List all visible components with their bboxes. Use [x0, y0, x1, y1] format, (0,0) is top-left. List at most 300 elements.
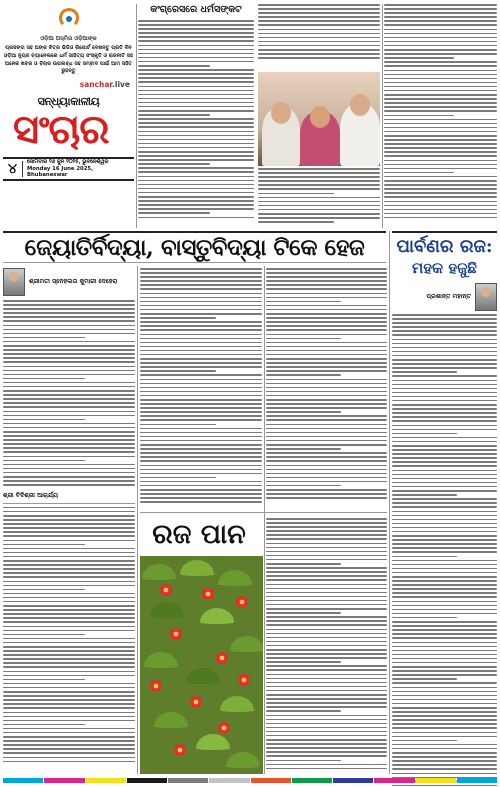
- text-line: [266, 493, 387, 495]
- text-line: [3, 638, 135, 640]
- text-line: [384, 196, 497, 198]
- text-line: [138, 135, 254, 137]
- text-line: [140, 485, 262, 487]
- text-line: [138, 192, 254, 194]
- text-line: [392, 396, 497, 398]
- website-link[interactable]: [3, 80, 134, 89]
- text-line: [392, 355, 497, 357]
- text-line: [266, 366, 387, 368]
- text-line: [266, 444, 387, 446]
- top-article: [138, 4, 497, 230]
- text-line: [3, 732, 135, 734]
- text-line: [266, 280, 387, 282]
- text-line: [266, 489, 387, 491]
- text-line: [384, 184, 497, 186]
- text-line: [258, 16, 380, 18]
- text-line: [392, 601, 497, 603]
- text-line: [384, 41, 497, 43]
- text-line: [266, 350, 387, 352]
- text-line: [138, 65, 210, 67]
- text-line: [266, 432, 387, 434]
- text-line: [138, 126, 254, 128]
- text-line: [384, 12, 497, 14]
- text-line: [140, 465, 262, 467]
- text-line: [266, 596, 387, 598]
- text-line: [140, 313, 262, 315]
- text-line: [392, 388, 497, 390]
- text-line: [138, 57, 254, 59]
- text-line: [138, 86, 254, 88]
- text-line: [266, 460, 387, 462]
- text-line: [392, 433, 457, 435]
- text-line: [392, 457, 497, 459]
- top-article-headline: କଂଗ୍ରେସରେ ଧର୍ମସଙ୍କଟ: [150, 4, 242, 15]
- text-line: [384, 37, 497, 39]
- text-line: [3, 484, 135, 486]
- text-line: [3, 507, 135, 509]
- text-line: [384, 119, 497, 121]
- text-line: [392, 461, 497, 463]
- text-line: [392, 658, 497, 660]
- text-line: [266, 411, 341, 413]
- text-line: [3, 613, 135, 615]
- text-line: [384, 74, 497, 76]
- text-line: [138, 176, 254, 178]
- text-line: [3, 304, 135, 306]
- text-line: [140, 358, 262, 360]
- text-line: [266, 755, 387, 757]
- text-line: [258, 41, 380, 43]
- text-line: [3, 666, 135, 668]
- text-line: [384, 172, 454, 174]
- text-line: [3, 366, 135, 368]
- text-line: [258, 180, 380, 182]
- text-line: [384, 29, 497, 31]
- text-line: [392, 617, 457, 619]
- middle-article-col-1: [140, 268, 262, 503]
- text-line: [384, 90, 497, 92]
- left-article: [3, 268, 135, 762]
- text-line: [140, 395, 262, 397]
- text-line: [3, 431, 135, 433]
- text-line: [392, 339, 497, 341]
- text-line: [392, 343, 497, 345]
- text-line: [384, 213, 497, 215]
- text-line: [392, 744, 497, 746]
- text-line: [392, 318, 497, 320]
- text-line: [266, 653, 387, 655]
- text-line: [392, 662, 497, 664]
- text-line: [392, 707, 497, 709]
- page-number: ୪: [3, 161, 23, 177]
- text-line: [266, 309, 387, 311]
- text-line: [3, 341, 135, 343]
- text-line: [266, 698, 387, 700]
- raja-pana-photo: [140, 556, 263, 774]
- text-line: [138, 40, 254, 42]
- text-line: [266, 534, 387, 536]
- newspaper-emblem-icon: [56, 8, 82, 30]
- text-line: [392, 719, 497, 721]
- text-line: [3, 415, 135, 417]
- text-line: [3, 654, 135, 656]
- text-line: [266, 674, 387, 676]
- text-line: [266, 448, 341, 450]
- text-line: [258, 12, 380, 14]
- text-line: [3, 468, 135, 470]
- text-line: [3, 699, 135, 701]
- text-line: [392, 785, 497, 787]
- masthead: [3, 4, 134, 216]
- text-line: [266, 395, 387, 397]
- color-swatch: [168, 778, 208, 783]
- text-line: [266, 276, 387, 278]
- text-line: [266, 362, 387, 364]
- text-line: [138, 81, 254, 83]
- text-line: [266, 297, 387, 299]
- text-line: [266, 530, 387, 532]
- text-line: [392, 687, 497, 689]
- text-line: [3, 540, 135, 542]
- text-line: [266, 620, 387, 622]
- parab-headline-line1: ପାର୍ବଣର ରଜ:: [396, 236, 493, 257]
- text-line: [3, 464, 135, 466]
- text-line: [392, 523, 497, 525]
- text-line: [3, 679, 85, 681]
- text-line: [138, 94, 254, 96]
- text-line: [392, 711, 497, 713]
- color-swatch: [251, 778, 291, 783]
- text-line: [384, 65, 497, 67]
- text-line: [3, 720, 135, 722]
- text-line: [392, 494, 457, 496]
- text-line: [140, 432, 262, 434]
- text-line: [266, 584, 387, 586]
- politicians-photo: [258, 72, 380, 166]
- text-line: [258, 53, 380, 55]
- text-line: [384, 98, 497, 100]
- top-article-col-3: [384, 4, 497, 218]
- text-line: [266, 661, 341, 663]
- text-line: [384, 180, 497, 182]
- text-line: [384, 217, 497, 219]
- text-line: [140, 268, 262, 270]
- color-swatch: [374, 778, 414, 783]
- text-line: [392, 425, 497, 427]
- text-line: [266, 588, 387, 590]
- text-line: [266, 571, 387, 573]
- text-line: [3, 609, 135, 611]
- text-line: [392, 511, 497, 513]
- banner-headline: ଜ୍ୟୋତିର୍ବିଦ୍ୟା, ବାସ୍ତୁବିଦ୍ୟା ଟିକେ ହେଜ: [24, 234, 365, 261]
- text-line: [3, 451, 135, 453]
- color-swatch: [416, 778, 456, 783]
- text-line: [266, 641, 387, 643]
- text-line: [392, 408, 497, 410]
- text-line: [138, 24, 254, 26]
- text-line: [3, 378, 85, 380]
- text-line: [384, 110, 497, 112]
- text-line: [258, 45, 380, 47]
- text-line: [384, 61, 497, 63]
- text-line: [138, 49, 254, 51]
- text-line: [3, 308, 135, 310]
- color-swatch: [292, 778, 332, 783]
- text-line: [140, 276, 262, 278]
- text-line: [140, 419, 262, 421]
- text-line: [266, 358, 387, 360]
- text-line: [392, 359, 497, 361]
- text-line: [392, 441, 497, 443]
- text-line: [140, 469, 262, 471]
- text-line: [3, 312, 135, 314]
- text-line: [266, 469, 387, 471]
- text-line: [266, 694, 387, 696]
- text-line: [266, 321, 387, 323]
- text-line: [392, 351, 497, 353]
- text-line: [392, 326, 497, 328]
- text-line: [258, 33, 380, 35]
- text-line: [138, 118, 254, 120]
- text-line: [140, 317, 216, 319]
- text-line: [140, 497, 262, 499]
- text-line: [3, 597, 135, 599]
- text-line: [266, 551, 387, 553]
- text-line: [140, 370, 216, 372]
- text-line: [258, 221, 334, 223]
- text-line: [392, 621, 497, 623]
- text-line: [140, 493, 262, 495]
- text-line: [392, 637, 497, 639]
- text-line: [140, 501, 262, 503]
- text-line: [384, 139, 497, 141]
- text-line: [392, 736, 497, 738]
- text-line: [392, 580, 497, 582]
- text-line: [3, 531, 135, 533]
- text-line: [392, 609, 497, 611]
- text-line: [258, 4, 380, 6]
- newspaper-name: ସଂଚାର: [13, 106, 109, 154]
- text-line: [3, 480, 135, 482]
- text-line: [384, 143, 497, 145]
- text-line: [392, 768, 497, 770]
- date-english: Monday 16 June 2025,: [26, 165, 94, 172]
- text-line: [3, 556, 135, 558]
- text-line: [3, 707, 135, 709]
- text-line: [138, 122, 254, 124]
- text-line: [266, 686, 387, 688]
- text-line: [140, 424, 216, 426]
- text-line: [138, 208, 254, 210]
- text-line: [266, 547, 387, 549]
- text-line: [140, 280, 262, 282]
- text-line: [392, 371, 457, 373]
- text-line: [3, 402, 135, 404]
- text-line: [392, 691, 497, 693]
- left-article-body-2: [3, 503, 135, 762]
- text-line: [140, 374, 262, 376]
- text-line: [258, 197, 380, 199]
- text-line: [384, 151, 497, 153]
- text-line: [384, 70, 497, 72]
- text-line: [3, 658, 135, 660]
- text-line: [392, 715, 497, 717]
- text-line: [138, 114, 210, 116]
- text-line: [392, 556, 457, 558]
- text-line: [266, 559, 387, 561]
- text-line: [140, 362, 262, 364]
- text-line: [266, 522, 387, 524]
- text-line: [384, 4, 497, 6]
- text-line: [138, 36, 254, 38]
- text-line: [138, 77, 254, 79]
- text-line: [392, 625, 497, 627]
- text-line: [266, 678, 387, 680]
- text-line: [392, 695, 497, 697]
- text-line: [3, 761, 135, 763]
- text-line: [384, 94, 497, 96]
- text-line: [138, 45, 254, 47]
- text-line: [258, 213, 380, 215]
- text-line: [3, 617, 135, 619]
- text-line: [3, 740, 135, 742]
- text-line: [3, 568, 135, 570]
- text-line: [140, 444, 262, 446]
- text-line: [3, 361, 135, 363]
- text-line: [266, 555, 387, 557]
- text-line: [392, 449, 497, 451]
- text-line: [266, 456, 387, 458]
- text-line: [266, 731, 387, 733]
- text-line: [266, 424, 387, 426]
- text-line: [3, 523, 135, 525]
- color-swatch: [333, 778, 373, 783]
- text-line: [266, 608, 387, 610]
- text-line: [3, 724, 85, 726]
- text-line: [392, 723, 497, 725]
- text-line: [140, 391, 262, 393]
- text-line: [266, 346, 387, 348]
- text-line: [3, 748, 135, 750]
- text-line: [140, 383, 262, 385]
- text-line: [392, 764, 497, 766]
- text-line: [258, 184, 380, 186]
- text-line: [392, 740, 457, 742]
- text-line: [140, 321, 262, 323]
- masthead-greeting: ଓଡ଼ିଆ ଅସ୍ମିତା ଓଡ଼ିଆଙ୍କ: [40, 36, 97, 42]
- text-line: [266, 612, 341, 614]
- text-line: [266, 481, 387, 483]
- text-line: [266, 690, 387, 692]
- text-line: [266, 325, 387, 327]
- text-line: [266, 669, 387, 671]
- text-line: [3, 476, 135, 478]
- text-line: [3, 423, 135, 425]
- text-line: [140, 272, 262, 274]
- text-line: [3, 357, 135, 359]
- text-line: [258, 217, 380, 219]
- text-line: [392, 437, 497, 439]
- top-article-col-1: [138, 20, 254, 218]
- text-line: [3, 683, 135, 685]
- text-line: [140, 305, 262, 307]
- raja-pana-text: [266, 518, 387, 769]
- text-line: [138, 139, 254, 141]
- text-line: [392, 384, 497, 386]
- text-line: [266, 600, 387, 602]
- text-line: [266, 743, 387, 745]
- text-line: [138, 90, 254, 92]
- text-line: [138, 61, 254, 63]
- text-line: [392, 445, 497, 447]
- text-line: [266, 329, 387, 331]
- text-line: [266, 317, 387, 319]
- text-line: [3, 712, 135, 714]
- text-line: [266, 391, 387, 393]
- text-line: [3, 634, 85, 636]
- text-line: [392, 314, 497, 316]
- text-line: [392, 646, 497, 648]
- text-line: [392, 400, 497, 402]
- text-line: [392, 482, 497, 484]
- text-line: [140, 403, 262, 405]
- text-line: [3, 519, 135, 521]
- text-line: [266, 751, 387, 753]
- text-line: [384, 102, 497, 104]
- text-line: [258, 49, 380, 51]
- text-line: [392, 506, 497, 508]
- text-line: [266, 387, 387, 389]
- text-line: [258, 24, 380, 26]
- text-line: [3, 337, 85, 339]
- text-line: [266, 305, 387, 307]
- text-line: [384, 135, 497, 137]
- text-line: [266, 764, 387, 766]
- text-line: [140, 387, 262, 389]
- text-line: [138, 212, 210, 214]
- text-line: [392, 760, 497, 762]
- text-line: [140, 399, 262, 401]
- text-line: [3, 511, 135, 513]
- text-line: [392, 502, 497, 504]
- text-line: [3, 435, 135, 437]
- text-line: [392, 588, 497, 590]
- date-odia: ସୋମବାର ୧୬ ଜୁନ ୨୦୨୫, ଭୁବନେଶ୍ୱର: [26, 159, 109, 166]
- text-line: [392, 375, 497, 377]
- text-line: [138, 204, 254, 206]
- text-line: [392, 330, 497, 332]
- text-line: [392, 453, 497, 455]
- text-line: [138, 171, 254, 173]
- text-line: [266, 645, 387, 647]
- text-line: [384, 115, 454, 117]
- text-line: [138, 102, 254, 104]
- edition-label: ସନ୍ଧ୍ୟାକାଳୀୟ: [37, 95, 100, 109]
- text-line: [392, 773, 497, 775]
- text-line: [384, 33, 497, 35]
- text-line: [138, 20, 254, 22]
- text-line: [266, 403, 387, 405]
- text-line: [138, 131, 254, 133]
- color-swatch: [127, 778, 167, 783]
- text-line: [266, 543, 387, 545]
- masthead-meta: [3, 157, 134, 181]
- text-line: [258, 8, 380, 10]
- text-line: [392, 527, 497, 529]
- text-line: [392, 756, 497, 758]
- text-line: [266, 374, 341, 376]
- text-line: [140, 440, 262, 442]
